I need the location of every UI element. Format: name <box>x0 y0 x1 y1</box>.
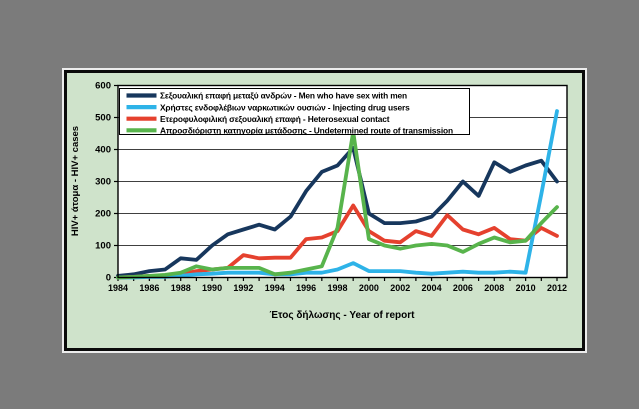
chart-panel <box>64 70 585 351</box>
x-tick-label: 1986 <box>139 283 160 293</box>
x-tick-label: 2000 <box>358 283 379 293</box>
x-tick-label: 2008 <box>484 283 505 293</box>
x-tick-label: 2006 <box>452 283 473 293</box>
y-tick-label: 0 <box>105 272 111 284</box>
x-tick-label: 1984 <box>107 283 129 293</box>
x-tick-label: 2002 <box>390 283 411 293</box>
legend-entry-label-0: Σεξουαλική επαφή μεταξύ ανδρών - Men who have sex with men <box>160 90 407 101</box>
x-tick-label: 1990 <box>202 283 223 293</box>
legend-entry-label-3: Απροσδιόριστη κατηγορία μετάδοσης - Undetermined route of transmission <box>160 125 453 136</box>
x-tick-label: 2010 <box>515 283 536 293</box>
y-tick-label: 600 <box>95 80 111 92</box>
x-tick-label: 1996 <box>296 283 317 293</box>
y-tick-label: 400 <box>95 144 111 156</box>
x-tick-label: 1992 <box>233 283 254 293</box>
x-tick-label: 1994 <box>264 283 285 293</box>
hiv-cases-line-chart <box>67 73 582 348</box>
y-axis-title: HIV+ άτομα - HIV+ cases <box>70 125 81 237</box>
legend-entry-label-2: Ετεροφυλοφιλική σεξουαλική επαφή - Heterosexual contact <box>160 113 390 124</box>
x-tick-label: 1998 <box>327 283 348 293</box>
x-tick-label: 1988 <box>170 283 191 293</box>
x-axis-title: Έτος δήλωσης - Year of report <box>269 310 415 321</box>
y-tick-label: 200 <box>95 208 111 220</box>
x-tick-label: 2004 <box>421 283 442 293</box>
legend-entry-label-1: Χρήστες ενδοφλέβιων ναρκωτικών ουσιών - Injecting drug users <box>160 102 410 113</box>
y-tick-label: 100 <box>95 240 111 252</box>
y-tick-label: 500 <box>95 112 111 124</box>
x-tick-label: 2012 <box>546 283 568 293</box>
y-tick-label: 300 <box>95 176 111 188</box>
